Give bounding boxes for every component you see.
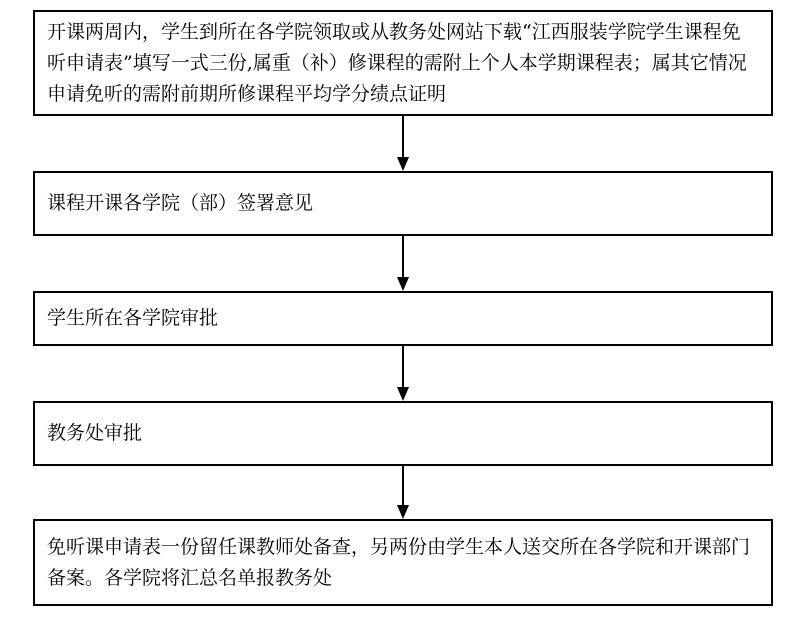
- step-4-box: [33, 401, 773, 466]
- down-arrow-3: [396, 346, 410, 401]
- step-1-text: 开课两周内，学生到所在各学院领取或从教务处网站下载“江西服装学院学生课程免听申请表”填写一式三份,属重（补）修课程的需附上个人本学期课程表；属其它情况申请免听的需附前期所修课程平均学分绩点证明: [47, 21, 747, 105]
- step-5-box: [33, 519, 773, 606]
- step-2-text: 课程开课各学院（部）签署意见: [47, 192, 314, 214]
- step-2-box: [33, 171, 773, 236]
- step-1-box: [33, 10, 773, 116]
- down-arrow-4: [396, 466, 410, 519]
- step-3-box: [33, 291, 773, 346]
- step-4-text: 教务处审批: [47, 422, 143, 444]
- down-arrow-2: [396, 236, 410, 291]
- step-5-text: 免听课申请表一份留任课教师处备查，另两份由学生本人送交所在各学院和开课部门备案。各学院将汇总名单报教务处: [47, 535, 751, 589]
- step-3-text: 学生所在各学院审批: [47, 307, 219, 329]
- down-arrow-1: [396, 116, 410, 171]
